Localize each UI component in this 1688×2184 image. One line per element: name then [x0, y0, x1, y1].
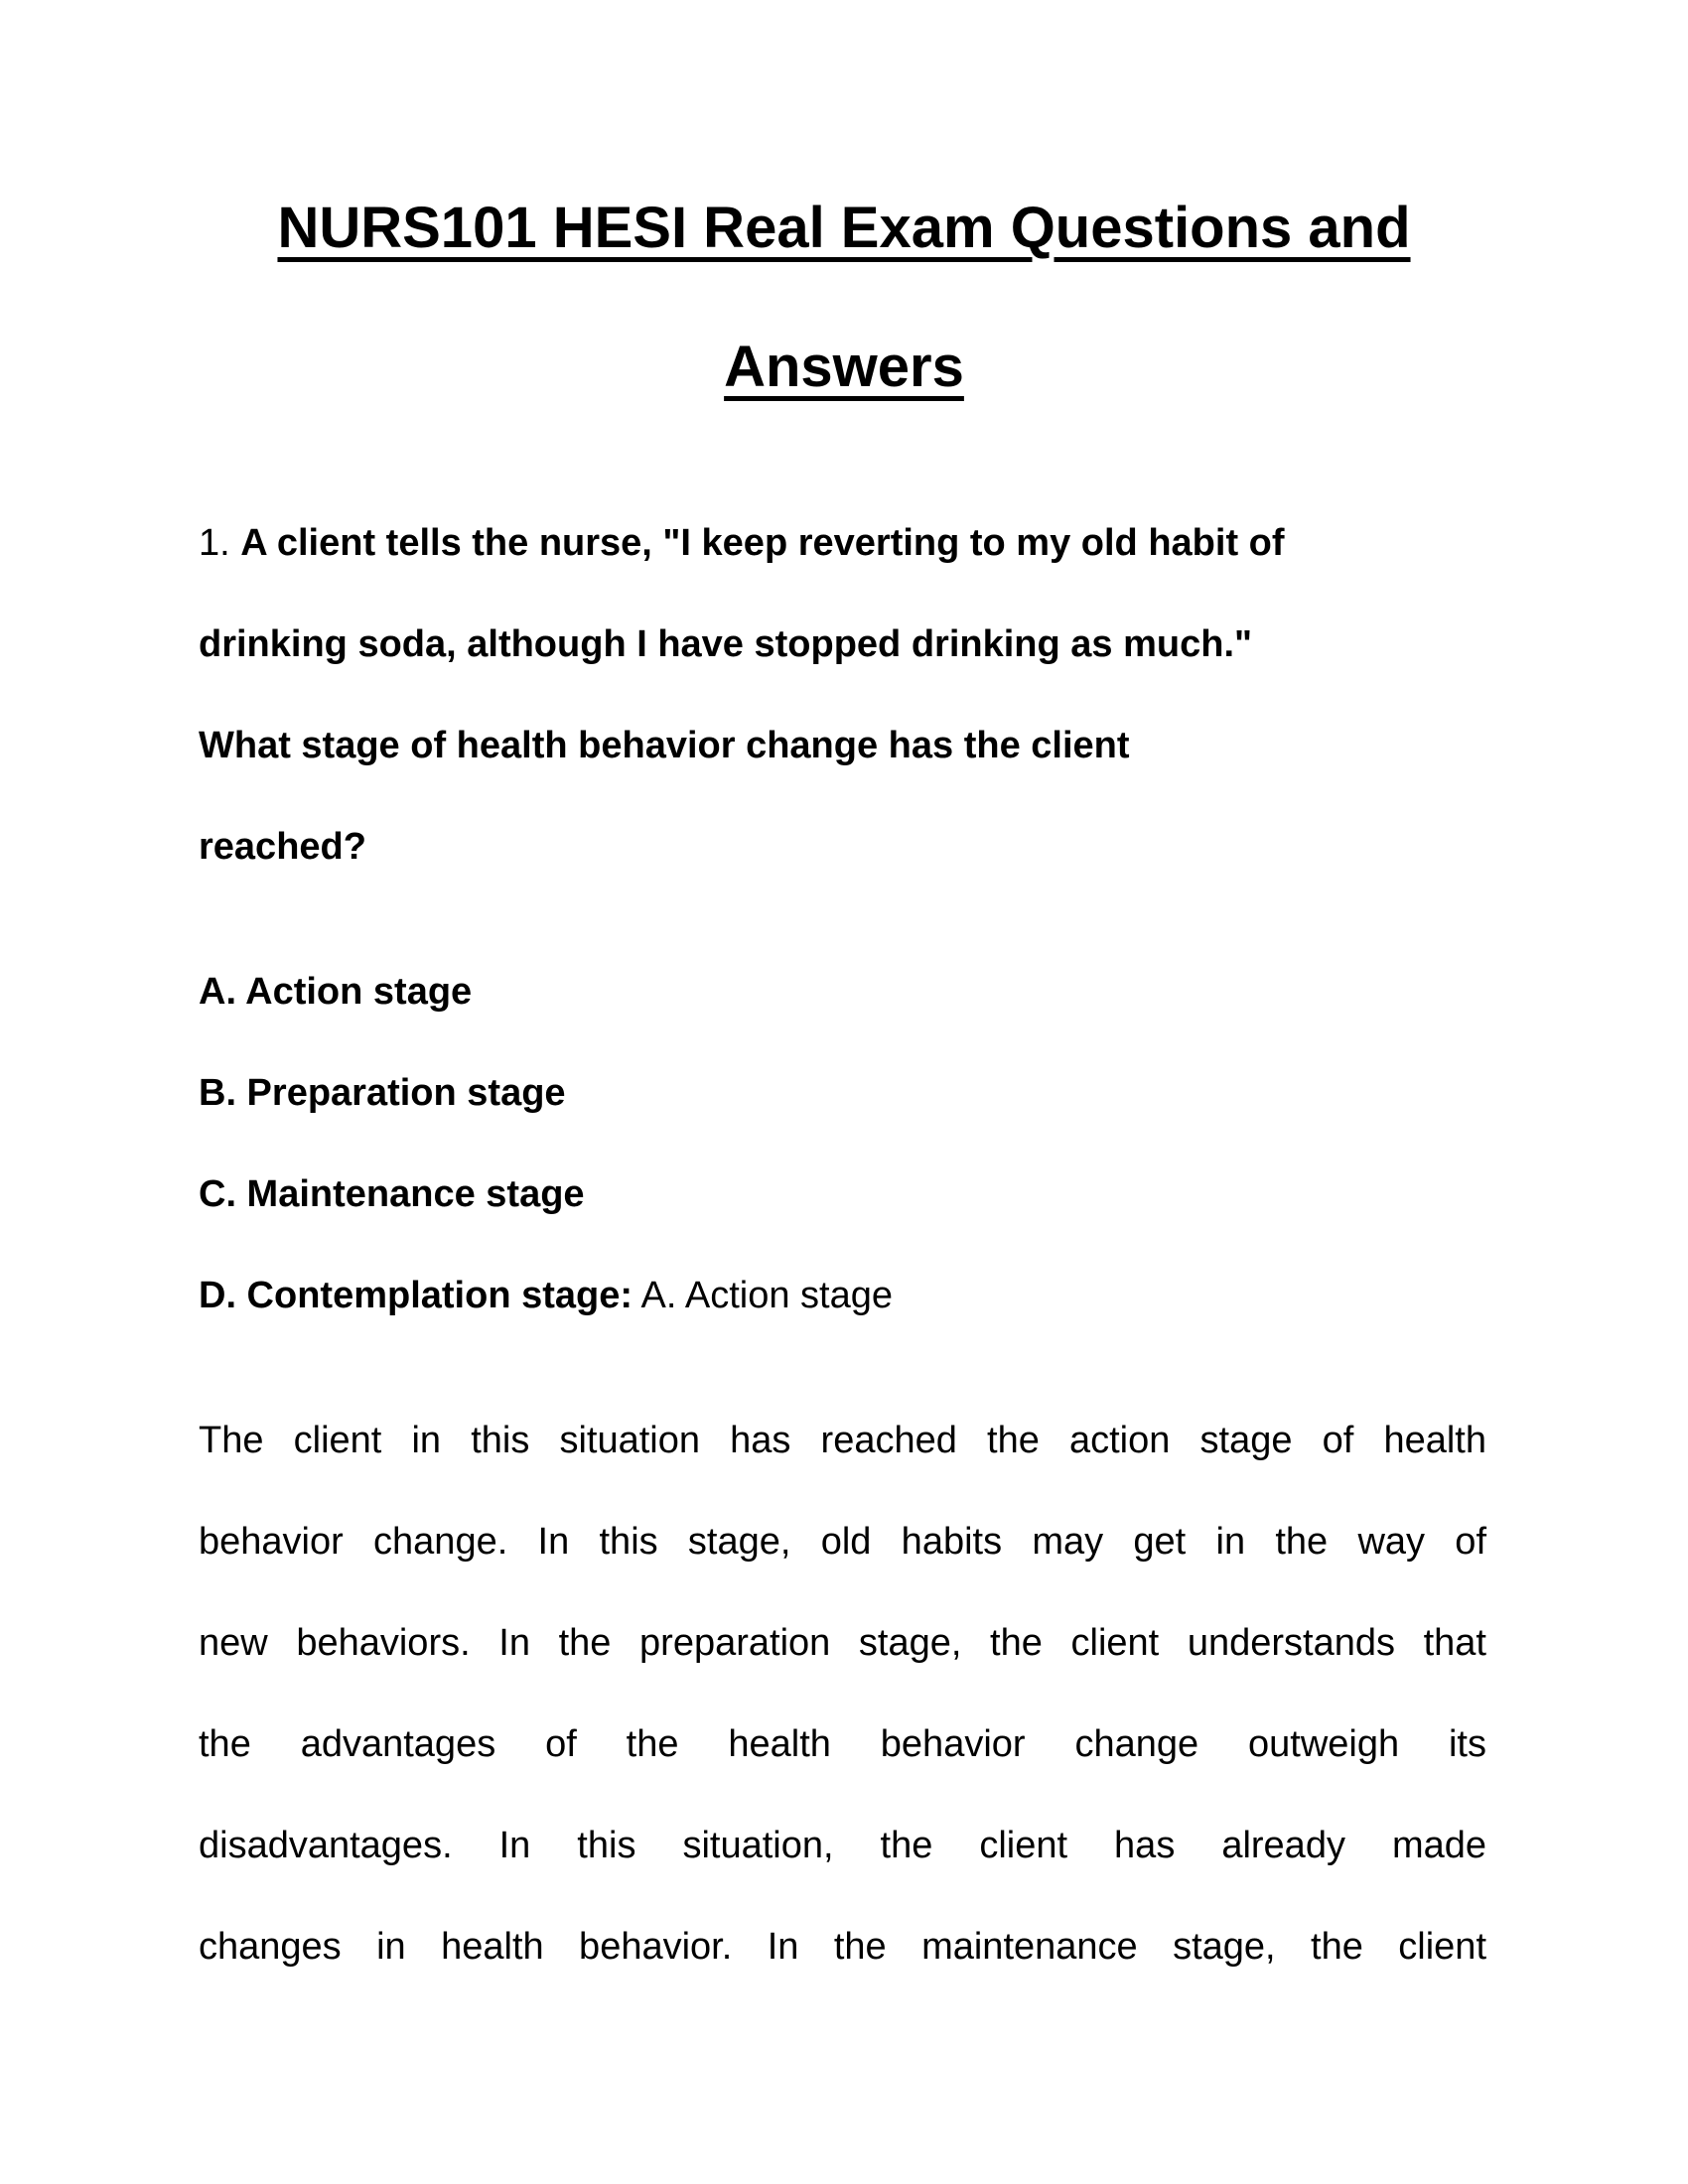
explanation-line: new behaviors. In the preparation stage, the client understands that: [199, 1622, 1486, 1664]
explanation-line: The client in this situation has reached the action stage of health: [199, 1420, 1486, 1461]
question-text: A client tells the nurse, "I keep reverting to my old habit of: [240, 522, 1285, 564]
explanation-line: the advantages of the health behavior change outweigh its: [199, 1723, 1486, 1765]
document-title-line-2: Answers: [724, 335, 964, 399]
question-line: [199, 522, 1285, 565]
option-b: B. Preparation stage: [199, 1072, 566, 1114]
document-title-line-1: NURS101 HESI Real Exam Questions and: [277, 196, 1411, 260]
explanation-line: changes in health behavior. In the maintenance stage, the client: [199, 1926, 1486, 1968]
question-line: drinking soda, although I have stopped drinking as much.": [199, 623, 1253, 665]
question-number: 1.: [199, 522, 230, 564]
explanation-line: disadvantages. In this situation, the client has already made: [199, 1825, 1486, 1866]
explanation-line: behavior change. In this stage, old habits may get in the way of: [199, 1521, 1486, 1563]
question-line: reached?: [199, 826, 366, 868]
question-line: What stage of health behavior change has the client: [199, 725, 1130, 766]
option-d-with-answer: [199, 1275, 893, 1317]
option-d: D. Contemplation stage:: [199, 1275, 633, 1316]
correct-answer: A. Action stage: [640, 1275, 893, 1316]
option-c: C. Maintenance stage: [199, 1173, 585, 1215]
option-a: A. Action stage: [199, 971, 473, 1013]
